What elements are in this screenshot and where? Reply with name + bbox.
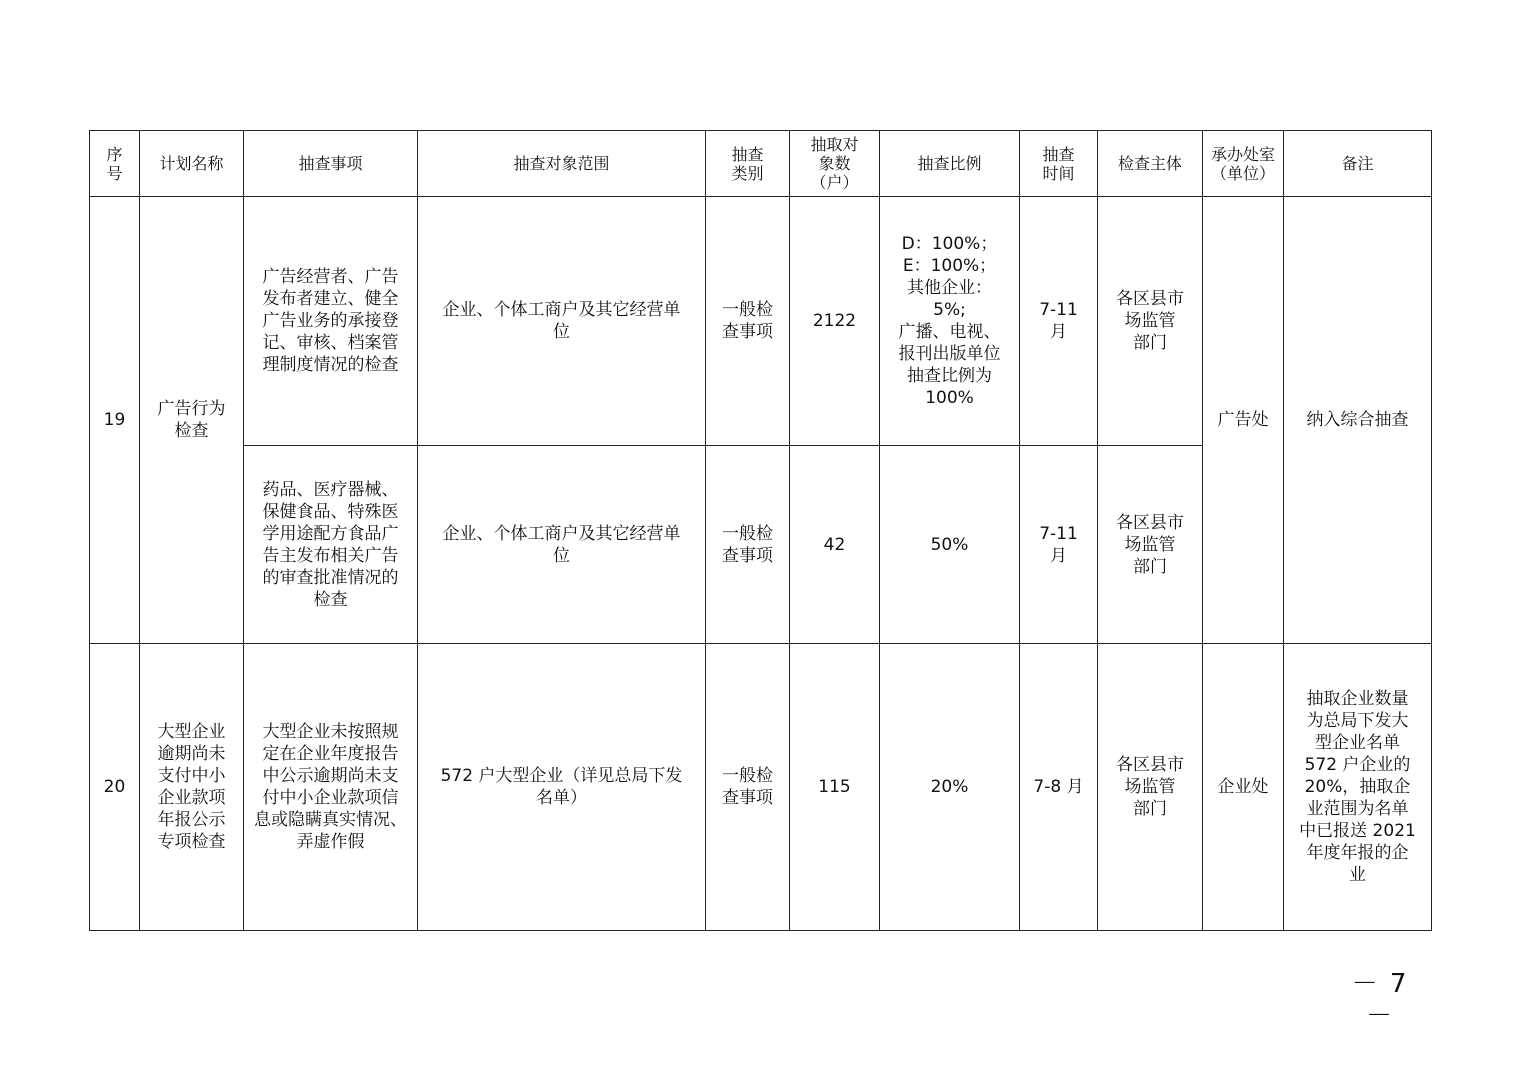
row-category: 一般检 查事项: [706, 197, 790, 446]
row-time: 7-11 月: [1020, 197, 1098, 446]
row-note: 抽取企业数量 为总局下发大 型企业名单 572 户企业的 20%，抽取企 业范围为名单 中已报送 2021 年度年报的企 业: [1284, 644, 1432, 931]
row-count: 115: [790, 644, 880, 931]
row-item: 药品、医疗器械、 保健食品、特殊医 学用途配方食品广 告主发布相关广告 的审查批准情况的 检查: [244, 446, 418, 644]
row-scope: 572 户大型企业（详见总局下发 名单）: [418, 644, 706, 931]
header-item: 抽查事项: [244, 131, 418, 197]
table-row: [90, 197, 1432, 446]
row-dept: 企业处: [1203, 644, 1284, 931]
row-time: 7-11 月: [1020, 446, 1098, 644]
row-seq: 19: [90, 197, 140, 644]
row-seq: 20: [90, 644, 140, 931]
row-subject: 各区县市 场监管 部门: [1098, 446, 1203, 644]
row-scope: 企业、个体工商户及其它经营单 位: [418, 446, 706, 644]
row-dept: 广告处: [1203, 197, 1284, 644]
row-plan-name: 大型企业 逾期尚未 支付中小 企业款项 年报公示 专项检查: [140, 644, 244, 931]
header-plan-name: 计划名称: [140, 131, 244, 197]
header-note: 备注: [1284, 131, 1432, 197]
header-ratio: 抽查比例: [880, 131, 1020, 197]
table-header-row: [90, 131, 1432, 197]
row-category: 一般检 查事项: [706, 644, 790, 931]
row-time: 7-8 月: [1020, 644, 1098, 931]
row-subject: 各区县市 场监管 部门: [1098, 644, 1203, 931]
inspection-plan-table: [89, 130, 1432, 931]
row-item: 广告经营者、广告 发布者建立、健全 广告业务的承接登 记、审核、档案管 理制度情况的检查: [244, 197, 418, 446]
row-note: 纳入综合抽查: [1284, 197, 1432, 644]
row-category: 一般检 查事项: [706, 446, 790, 644]
header-time: 抽查 时间: [1020, 131, 1098, 197]
row-count: 42: [790, 446, 880, 644]
header-category: 抽查 类别: [706, 131, 790, 197]
row-subject: 各区县市 场监管 部门: [1098, 197, 1203, 446]
row-ratio: D：100%； E：100%； 其他企业： 5%; 广播、电视、 报刊出版单位 抽查比例为 100%: [880, 197, 1020, 446]
header-seq: 序 号: [90, 131, 140, 197]
header-scope: 抽查对象范围: [418, 131, 706, 197]
row-count: 2122: [790, 197, 880, 446]
header-count: 抽取对 象数 （户）: [790, 131, 880, 197]
row-plan-name: 广告行为 检查: [140, 197, 244, 644]
row-scope: 企业、个体工商户及其它经营单 位: [418, 197, 706, 446]
header-subject: 检查主体: [1098, 131, 1203, 197]
table-row: [90, 644, 1432, 931]
header-dept: 承办处室 （单位）: [1203, 131, 1284, 197]
row-ratio: 50%: [880, 446, 1020, 644]
row-ratio: 20%: [880, 644, 1020, 931]
page-number: － 7 －: [1351, 969, 1409, 1031]
row-item: 大型企业未按照规 定在企业年度报告 中公示逾期尚未支 付中小企业款项信 息或隐瞒真实情况、 弄虚作假: [244, 644, 418, 931]
